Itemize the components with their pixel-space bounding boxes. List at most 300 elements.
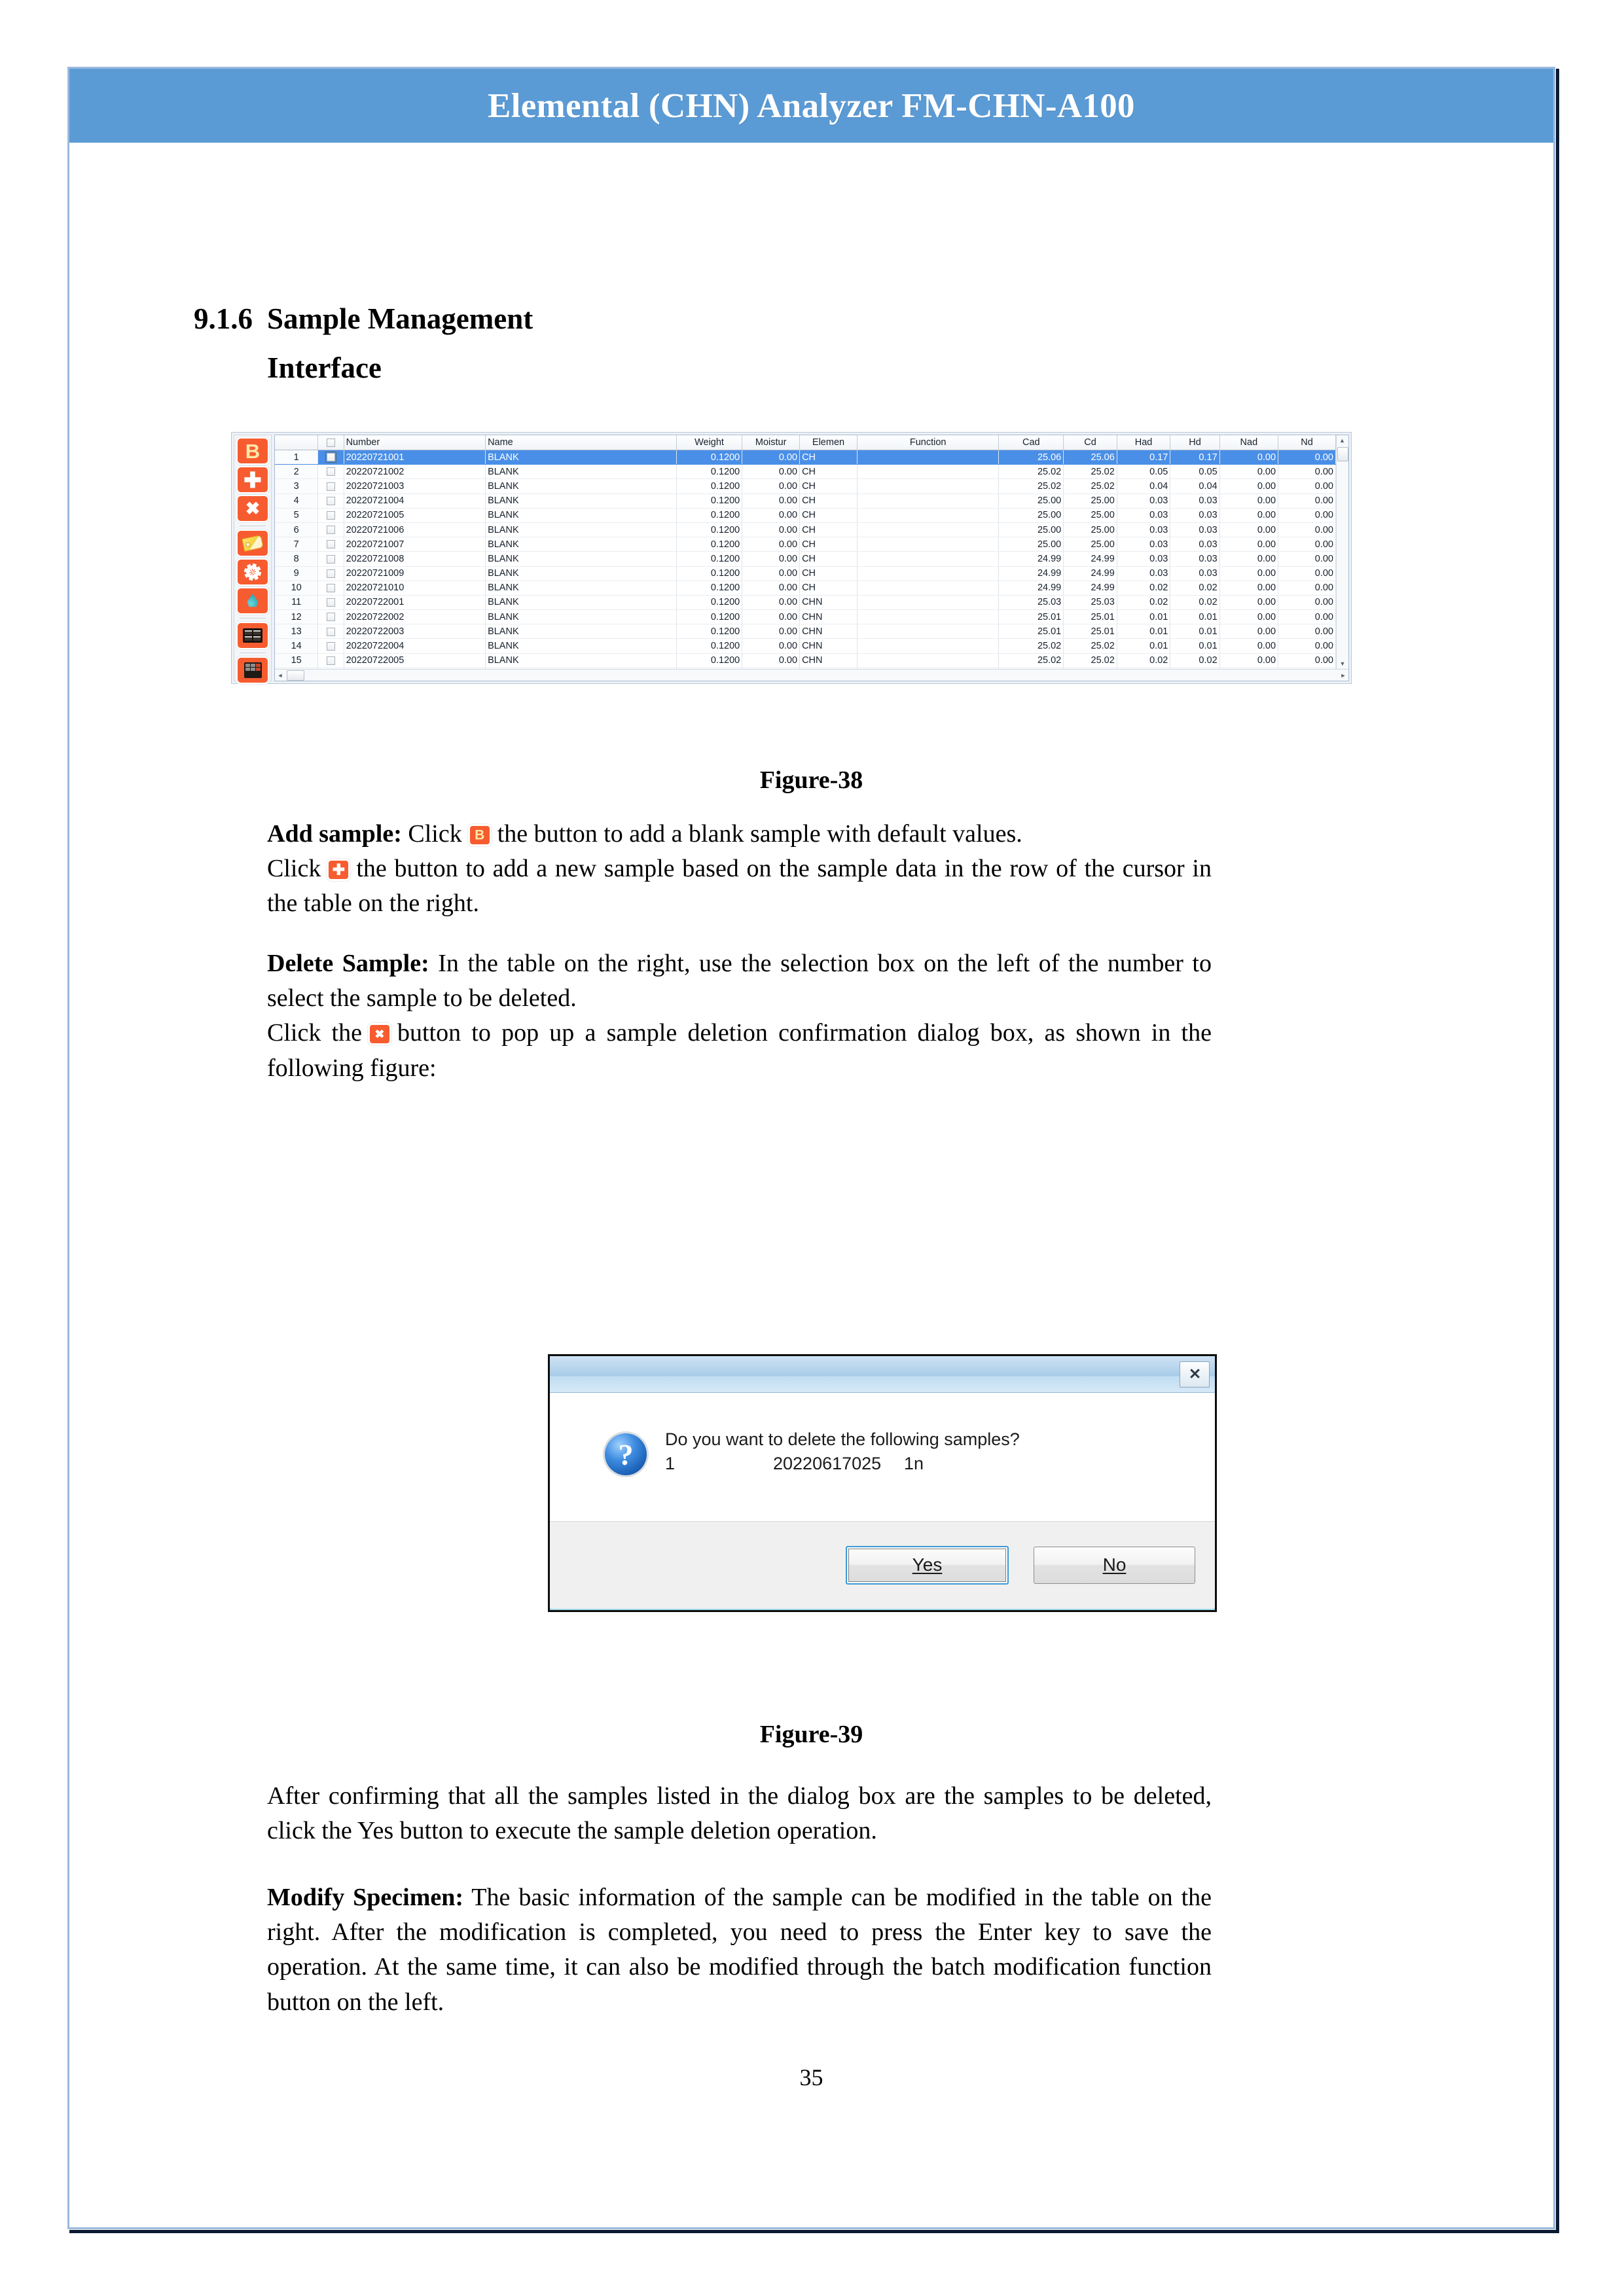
row-checkbox[interactable]	[327, 555, 335, 564]
row-checkbox[interactable]	[327, 613, 335, 621]
table-row[interactable]	[275, 537, 1336, 552]
cell-hd[interactable]: 0.01	[1170, 624, 1219, 639]
cell-nad[interactable]: 0.00	[1219, 639, 1278, 653]
cell-cad[interactable]: 25.00	[999, 522, 1064, 537]
row-checkbox[interactable]	[327, 656, 335, 665]
cell-name[interactable]: BLANK	[486, 552, 677, 566]
row-select-cell[interactable]	[318, 465, 344, 479]
row-select-cell[interactable]	[318, 639, 344, 653]
cell-had[interactable]: 0.03	[1117, 493, 1170, 508]
cell-hd[interactable]: 0.04	[1170, 479, 1219, 493]
cell-function[interactable]	[857, 479, 998, 493]
cell-cad[interactable]: 25.06	[999, 450, 1064, 465]
add-sample-button[interactable]	[238, 467, 268, 492]
cell-weight[interactable]: 0.1200	[676, 493, 742, 508]
section-heading	[194, 302, 533, 336]
cell-weight[interactable]: 0.1200	[676, 537, 742, 552]
cell-cd[interactable]: 25.01	[1064, 610, 1117, 624]
cell-cad[interactable]: 25.01	[999, 610, 1064, 624]
row-checkbox[interactable]	[327, 453, 335, 461]
row-select-cell[interactable]	[318, 508, 344, 522]
cell-name[interactable]: BLANK	[486, 537, 677, 552]
horizontal-scrollbar[interactable]	[275, 669, 1348, 681]
cell-name[interactable]: BLANK	[486, 595, 677, 609]
cell-element[interactable]: CH	[800, 493, 857, 508]
cell-weight[interactable]: 0.1200	[676, 552, 742, 566]
row-checkbox[interactable]	[327, 526, 335, 534]
col-moisture[interactable]: Moistur	[742, 435, 800, 450]
cell-number[interactable]: 20220721007	[344, 537, 485, 552]
cell-cad[interactable]: 25.02	[999, 465, 1064, 479]
cell-name[interactable]: BLANK	[486, 493, 677, 508]
row-select-cell[interactable]	[318, 566, 344, 581]
col-rownum[interactable]	[275, 435, 318, 450]
cell-element[interactable]: CHN	[800, 639, 857, 653]
moisture-button[interactable]	[238, 588, 268, 613]
cell-cad[interactable]: 24.99	[999, 552, 1064, 566]
cell-name[interactable]: BLANK	[486, 566, 677, 581]
row-select-cell[interactable]	[318, 624, 344, 639]
cell-nad[interactable]: 0.00	[1219, 479, 1278, 493]
cell-had[interactable]: 0.03	[1117, 552, 1170, 566]
document-page-frame	[67, 67, 1555, 2229]
cell-name[interactable]: BLANK	[486, 624, 677, 639]
cell-weight[interactable]: 0.1200	[676, 581, 742, 595]
cell-cad[interactable]: 25.02	[999, 479, 1064, 493]
close-icon[interactable]: ✕	[1180, 1361, 1210, 1388]
cell-moisture[interactable]: 0.00	[742, 537, 800, 552]
cell-weight[interactable]: 0.1200	[676, 522, 742, 537]
document-banner	[69, 69, 1553, 143]
cell-number[interactable]: 20220721002	[344, 465, 485, 479]
cell-cd[interactable]: 25.00	[1064, 508, 1117, 522]
cell-had[interactable]: 0.01	[1117, 624, 1170, 639]
cross-icon: ✖	[245, 498, 261, 518]
dialog-row-name: 1n	[904, 1454, 924, 1473]
cell-element[interactable]: CH	[800, 450, 857, 465]
cell-name[interactable]: BLANK	[486, 581, 677, 595]
cell-name[interactable]: BLANK	[486, 653, 677, 668]
row-checkbox[interactable]	[327, 482, 335, 491]
cell-had[interactable]: 0.02	[1117, 581, 1170, 595]
cell-had[interactable]: 0.04	[1117, 479, 1170, 493]
cell-cd[interactable]: 25.02	[1064, 639, 1117, 653]
table-row[interactable]	[275, 595, 1336, 609]
cell-cad[interactable]: 25.01	[999, 624, 1064, 639]
cell-number[interactable]: 20220721006	[344, 522, 485, 537]
cell-cd[interactable]: 24.99	[1064, 566, 1117, 581]
cell-weight[interactable]: 0.1200	[676, 639, 742, 653]
cell-hd[interactable]: 0.17	[1170, 450, 1219, 465]
cell-moisture[interactable]: 0.00	[742, 653, 800, 668]
cell-nad[interactable]: 0.00	[1219, 508, 1278, 522]
cell-number[interactable]: 20220721008	[344, 552, 485, 566]
question-mark-icon: ?	[605, 1433, 647, 1475]
table-row[interactable]	[275, 581, 1336, 595]
row-checkbox[interactable]	[327, 642, 335, 651]
cell-had[interactable]: 0.03	[1117, 566, 1170, 581]
cell-nad[interactable]: 0.00	[1219, 624, 1278, 639]
cell-nd[interactable]: 0.00	[1278, 610, 1336, 624]
cell-hd[interactable]: 0.03	[1170, 537, 1219, 552]
cell-cad[interactable]: 25.00	[999, 493, 1064, 508]
cell-nd[interactable]: 0.00	[1278, 479, 1336, 493]
col-function[interactable]: Function	[857, 435, 998, 450]
cell-had[interactable]: 0.02	[1117, 595, 1170, 609]
toolbar-divider-2	[240, 618, 266, 619]
cell-cd[interactable]: 24.99	[1064, 552, 1117, 566]
cell-cad[interactable]: 24.99	[999, 566, 1064, 581]
table-row[interactable]	[275, 653, 1336, 668]
cell-had[interactable]: 0.05	[1117, 465, 1170, 479]
table-row[interactable]	[275, 566, 1336, 581]
cell-moisture[interactable]: 0.00	[742, 450, 800, 465]
row-number-cell[interactable]: 14	[275, 639, 318, 653]
row-select-cell[interactable]	[318, 595, 344, 609]
row-select-cell[interactable]	[318, 610, 344, 624]
cell-function[interactable]	[857, 450, 998, 465]
cell-nd[interactable]: 0.00	[1278, 639, 1336, 653]
table-row[interactable]	[275, 552, 1336, 566]
row-checkbox[interactable]	[327, 584, 335, 592]
row-number-cell[interactable]: 8	[275, 552, 318, 566]
cell-function[interactable]	[857, 595, 998, 609]
cell-nd[interactable]: 0.00	[1278, 566, 1336, 581]
col-name[interactable]: Name	[486, 435, 677, 450]
cell-hd[interactable]: 0.03	[1170, 566, 1219, 581]
cell-nad[interactable]: 0.00	[1219, 610, 1278, 624]
cell-element[interactable]: CH	[800, 566, 857, 581]
cell-had[interactable]: 0.03	[1117, 522, 1170, 537]
add-sample-text-1: Click	[401, 820, 462, 848]
table-row[interactable]	[275, 479, 1336, 493]
cell-number[interactable]: 20220722002	[344, 610, 485, 624]
table-row[interactable]	[275, 522, 1336, 537]
cell-element[interactable]: CH	[800, 465, 857, 479]
cell-nad[interactable]: 0.00	[1219, 595, 1278, 609]
batch-tag-button[interactable]	[238, 531, 268, 556]
cell-hd[interactable]: 0.02	[1170, 581, 1219, 595]
col-weight[interactable]: Weight	[676, 435, 742, 450]
row-select-cell[interactable]	[318, 581, 344, 595]
table-row[interactable]	[275, 610, 1336, 624]
dialog-body	[550, 1393, 1215, 1521]
banner-title: Elemental (CHN) Analyzer FM-CHN-A100	[488, 86, 1135, 125]
cell-had[interactable]: 0.01	[1117, 610, 1170, 624]
cell-nd[interactable]: 0.00	[1278, 508, 1336, 522]
cell-hd[interactable]: 0.03	[1170, 522, 1219, 537]
inline-add-blank-button-icon[interactable]: B	[470, 826, 490, 844]
cell-element[interactable]: CH	[800, 581, 857, 595]
dialog-question: Do you want to delete the following samples?	[665, 1429, 1020, 1449]
cell-number[interactable]: 20220721003	[344, 479, 485, 493]
cell-element[interactable]: CH	[800, 537, 857, 552]
cell-function[interactable]	[857, 610, 998, 624]
cell-weight[interactable]: 0.1200	[676, 566, 742, 581]
cell-cad[interactable]: 24.99	[999, 581, 1064, 595]
cell-cd[interactable]: 25.02	[1064, 479, 1117, 493]
cell-element[interactable]: CHN	[800, 624, 857, 639]
cell-nad[interactable]: 0.00	[1219, 653, 1278, 668]
cell-number[interactable]: 20220721010	[344, 581, 485, 595]
calculator-button[interactable]	[238, 658, 268, 683]
cell-nd[interactable]: 0.00	[1278, 624, 1336, 639]
cell-cd[interactable]: 25.03	[1064, 595, 1117, 609]
cell-function[interactable]	[857, 522, 998, 537]
figure-38-sample-management-grid	[231, 432, 1352, 684]
cell-weight[interactable]: 0.1200	[676, 479, 742, 493]
cell-moisture[interactable]: 0.00	[742, 493, 800, 508]
cell-function[interactable]	[857, 508, 998, 522]
cell-moisture[interactable]: 0.00	[742, 508, 800, 522]
cell-cd[interactable]: 25.02	[1064, 653, 1117, 668]
cell-cd[interactable]: 25.01	[1064, 624, 1117, 639]
table-header-row	[275, 435, 1336, 450]
cell-function[interactable]	[857, 653, 998, 668]
cell-had[interactable]: 0.17	[1117, 450, 1170, 465]
settings-button[interactable]	[238, 560, 268, 584]
cell-weight[interactable]: 0.1200	[676, 653, 742, 668]
row-number-cell[interactable]: 11	[275, 595, 318, 609]
cell-nad[interactable]: 0.00	[1219, 552, 1278, 566]
cell-weight[interactable]: 0.1200	[676, 595, 742, 609]
cell-number[interactable]: 20220722005	[344, 653, 485, 668]
cell-name[interactable]: BLANK	[486, 479, 677, 493]
cell-weight[interactable]: 0.1200	[676, 450, 742, 465]
cell-moisture[interactable]: 0.00	[742, 610, 800, 624]
cell-element[interactable]: CH	[800, 479, 857, 493]
cell-element[interactable]: CHN	[800, 610, 857, 624]
row-checkbox[interactable]	[327, 467, 335, 476]
figure-39-caption: Figure-39	[759, 1721, 863, 1748]
cell-nad[interactable]: 0.00	[1219, 522, 1278, 537]
row-number-cell[interactable]: 15	[275, 653, 318, 668]
section-number: 9.1.6	[194, 302, 253, 335]
cell-name[interactable]: BLANK	[486, 522, 677, 537]
cell-nd[interactable]: 0.00	[1278, 552, 1336, 566]
cell-name[interactable]: BLANK	[486, 639, 677, 653]
scroll-up-icon[interactable]: ▲	[1339, 437, 1345, 444]
row-number-cell[interactable]: 3	[275, 479, 318, 493]
cell-function[interactable]	[857, 581, 998, 595]
row-select-cell[interactable]	[318, 552, 344, 566]
table-row[interactable]	[275, 450, 1336, 465]
cell-moisture[interactable]: 0.00	[742, 479, 800, 493]
cell-number[interactable]: 20220721001	[344, 450, 485, 465]
row-select-cell[interactable]	[318, 522, 344, 537]
row-checkbox[interactable]	[327, 598, 335, 607]
cell-hd[interactable]: 0.03	[1170, 493, 1219, 508]
plus-icon: ✚	[244, 467, 262, 492]
cell-element[interactable]: CH	[800, 508, 857, 522]
row-checkbox[interactable]	[327, 569, 335, 578]
cell-hd[interactable]: 0.05	[1170, 465, 1219, 479]
delete-sample-text-3: button to pop up a sample deletion confirmation dialog box, as shown in the following figure:	[267, 1019, 1212, 1082]
cell-nd[interactable]: 0.00	[1278, 537, 1336, 552]
cell-function[interactable]	[857, 639, 998, 653]
row-select-cell[interactable]	[318, 493, 344, 508]
row-select-cell[interactable]	[318, 537, 344, 552]
cell-name[interactable]: BLANK	[486, 610, 677, 624]
cell-hd[interactable]: 0.02	[1170, 653, 1219, 668]
vertical-scroll-thumb[interactable]	[1337, 447, 1348, 461]
keypad-button[interactable]	[238, 623, 268, 648]
cell-function[interactable]	[857, 465, 998, 479]
cell-number[interactable]: 20220721004	[344, 493, 485, 508]
table-row[interactable]	[275, 639, 1336, 653]
cell-nad[interactable]: 0.00	[1219, 493, 1278, 508]
yes-button[interactable]	[846, 1546, 1009, 1585]
col-hd[interactable]: Hd	[1170, 435, 1219, 450]
cell-cad[interactable]: 25.02	[999, 639, 1064, 653]
row-number-cell[interactable]: 2	[275, 465, 318, 479]
cell-moisture[interactable]: 0.00	[742, 624, 800, 639]
cell-nad[interactable]: 0.00	[1219, 581, 1278, 595]
cell-hd[interactable]: 0.01	[1170, 610, 1219, 624]
scroll-left-icon[interactable]: ◄	[277, 672, 283, 679]
inline-delete-button-icon[interactable]: ✖	[370, 1025, 389, 1043]
cell-weight[interactable]: 0.1200	[676, 624, 742, 639]
row-number-cell[interactable]: 6	[275, 522, 318, 537]
inline-add-sample-button-icon[interactable]: ✚	[329, 861, 348, 879]
cell-cad[interactable]: 25.02	[999, 653, 1064, 668]
cell-moisture[interactable]: 0.00	[742, 465, 800, 479]
col-had[interactable]: Had	[1117, 435, 1170, 450]
cell-cd[interactable]: 25.06	[1064, 450, 1117, 465]
grid-table-area	[275, 435, 1336, 669]
cell-nd[interactable]: 0.00	[1278, 493, 1336, 508]
col-nad[interactable]: Nad	[1219, 435, 1278, 450]
row-select-cell[interactable]	[318, 450, 344, 465]
cell-nad[interactable]: 0.00	[1219, 566, 1278, 581]
add-blank-sample-button[interactable]	[238, 439, 268, 463]
table-row[interactable]	[275, 465, 1336, 479]
cell-had[interactable]: 0.02	[1117, 653, 1170, 668]
cell-number[interactable]: 20220722004	[344, 639, 485, 653]
cell-number[interactable]: 20220722003	[344, 624, 485, 639]
row-number-cell[interactable]: 9	[275, 566, 318, 581]
cell-number[interactable]: 20220722001	[344, 595, 485, 609]
row-number-cell[interactable]: 7	[275, 537, 318, 552]
cell-hd[interactable]: 0.03	[1170, 552, 1219, 566]
cell-cd[interactable]: 25.00	[1064, 537, 1117, 552]
row-select-cell[interactable]	[318, 479, 344, 493]
row-number-cell[interactable]: 1	[275, 450, 318, 465]
col-number[interactable]: Number	[344, 435, 485, 450]
row-number-cell[interactable]: 13	[275, 624, 318, 639]
row-checkbox[interactable]	[327, 497, 335, 505]
cell-moisture[interactable]: 0.00	[742, 639, 800, 653]
cell-function[interactable]	[857, 493, 998, 508]
cell-moisture[interactable]: 0.00	[742, 595, 800, 609]
col-element[interactable]: Elemen	[800, 435, 857, 450]
add-sample-text-4: the button to add a new sample based on the sample data in the row of the cursor in the table on the right.	[267, 855, 1212, 918]
col-selectall[interactable]	[318, 435, 344, 450]
scroll-down-icon[interactable]: ▼	[1339, 660, 1346, 667]
cell-had[interactable]: 0.01	[1117, 639, 1170, 653]
cell-cd[interactable]: 25.00	[1064, 493, 1117, 508]
scroll-right-icon[interactable]: ►	[1340, 672, 1346, 679]
table-row[interactable]	[275, 508, 1336, 522]
dialog-row-index: 1	[665, 1454, 676, 1473]
cell-number[interactable]: 20220721009	[344, 566, 485, 581]
row-number-cell[interactable]: 4	[275, 493, 318, 508]
row-select-cell[interactable]	[318, 653, 344, 668]
table-row[interactable]	[275, 624, 1336, 639]
cell-cad[interactable]: 25.00	[999, 508, 1064, 522]
row-number-cell[interactable]: 5	[275, 508, 318, 522]
row-checkbox[interactable]	[327, 628, 335, 636]
cell-name[interactable]: BLANK	[486, 450, 677, 465]
cell-nd[interactable]: 0.00	[1278, 522, 1336, 537]
col-cd[interactable]: Cd	[1064, 435, 1117, 450]
cell-hd[interactable]: 0.01	[1170, 639, 1219, 653]
cell-function[interactable]	[857, 552, 998, 566]
cell-name[interactable]: BLANK	[486, 465, 677, 479]
cell-moisture[interactable]: 0.00	[742, 566, 800, 581]
cell-cad[interactable]: 25.00	[999, 537, 1064, 552]
cell-nad[interactable]: 0.00	[1219, 450, 1278, 465]
cell-element[interactable]: CH	[800, 522, 857, 537]
col-nd[interactable]: Nd	[1278, 435, 1336, 450]
table-row[interactable]	[275, 493, 1336, 508]
cell-name[interactable]: BLANK	[486, 508, 677, 522]
cell-weight[interactable]: 0.1200	[676, 610, 742, 624]
horizontal-scroll-thumb[interactable]	[287, 670, 304, 681]
row-checkbox[interactable]	[327, 540, 335, 548]
cell-function[interactable]	[857, 537, 998, 552]
cell-nd[interactable]: 0.00	[1278, 653, 1336, 668]
cell-had[interactable]: 0.03	[1117, 508, 1170, 522]
no-button-label: No	[1102, 1554, 1127, 1575]
cell-nad[interactable]: 0.00	[1219, 537, 1278, 552]
cell-hd[interactable]: 0.02	[1170, 595, 1219, 609]
row-number-cell[interactable]: 12	[275, 610, 318, 624]
delete-sample-button[interactable]	[238, 496, 268, 521]
cell-function[interactable]	[857, 624, 998, 639]
row-number-cell[interactable]: 10	[275, 581, 318, 595]
water-drop-icon	[246, 594, 259, 608]
cell-element[interactable]: CH	[800, 552, 857, 566]
cell-number[interactable]: 20220721005	[344, 508, 485, 522]
cell-had[interactable]: 0.03	[1117, 537, 1170, 552]
cell-hd[interactable]: 0.03	[1170, 508, 1219, 522]
cell-cd[interactable]: 25.00	[1064, 522, 1117, 537]
cell-cd[interactable]: 24.99	[1064, 581, 1117, 595]
cell-element[interactable]: CHN	[800, 595, 857, 609]
no-button[interactable]	[1034, 1547, 1195, 1584]
cell-moisture[interactable]: 0.00	[742, 522, 800, 537]
vertical-scrollbar[interactable]	[1336, 435, 1348, 669]
row-checkbox[interactable]	[327, 511, 335, 520]
cell-weight[interactable]: 0.1200	[676, 465, 742, 479]
cell-nd[interactable]: 0.00	[1278, 595, 1336, 609]
cell-moisture[interactable]: 0.00	[742, 581, 800, 595]
cell-weight[interactable]: 0.1200	[676, 508, 742, 522]
cell-moisture[interactable]: 0.00	[742, 552, 800, 566]
subsection-heading-interface: Interface	[267, 351, 382, 384]
cell-cd[interactable]: 25.02	[1064, 465, 1117, 479]
cell-nad[interactable]: 0.00	[1219, 465, 1278, 479]
select-all-checkbox[interactable]	[327, 439, 335, 447]
cell-nd[interactable]: 0.00	[1278, 450, 1336, 465]
cell-nd[interactable]: 0.00	[1278, 465, 1336, 479]
cell-cad[interactable]: 25.03	[999, 595, 1064, 609]
cell-nd[interactable]: 0.00	[1278, 581, 1336, 595]
cell-function[interactable]	[857, 566, 998, 581]
cell-element[interactable]: CHN	[800, 653, 857, 668]
col-cad[interactable]: Cad	[999, 435, 1064, 450]
